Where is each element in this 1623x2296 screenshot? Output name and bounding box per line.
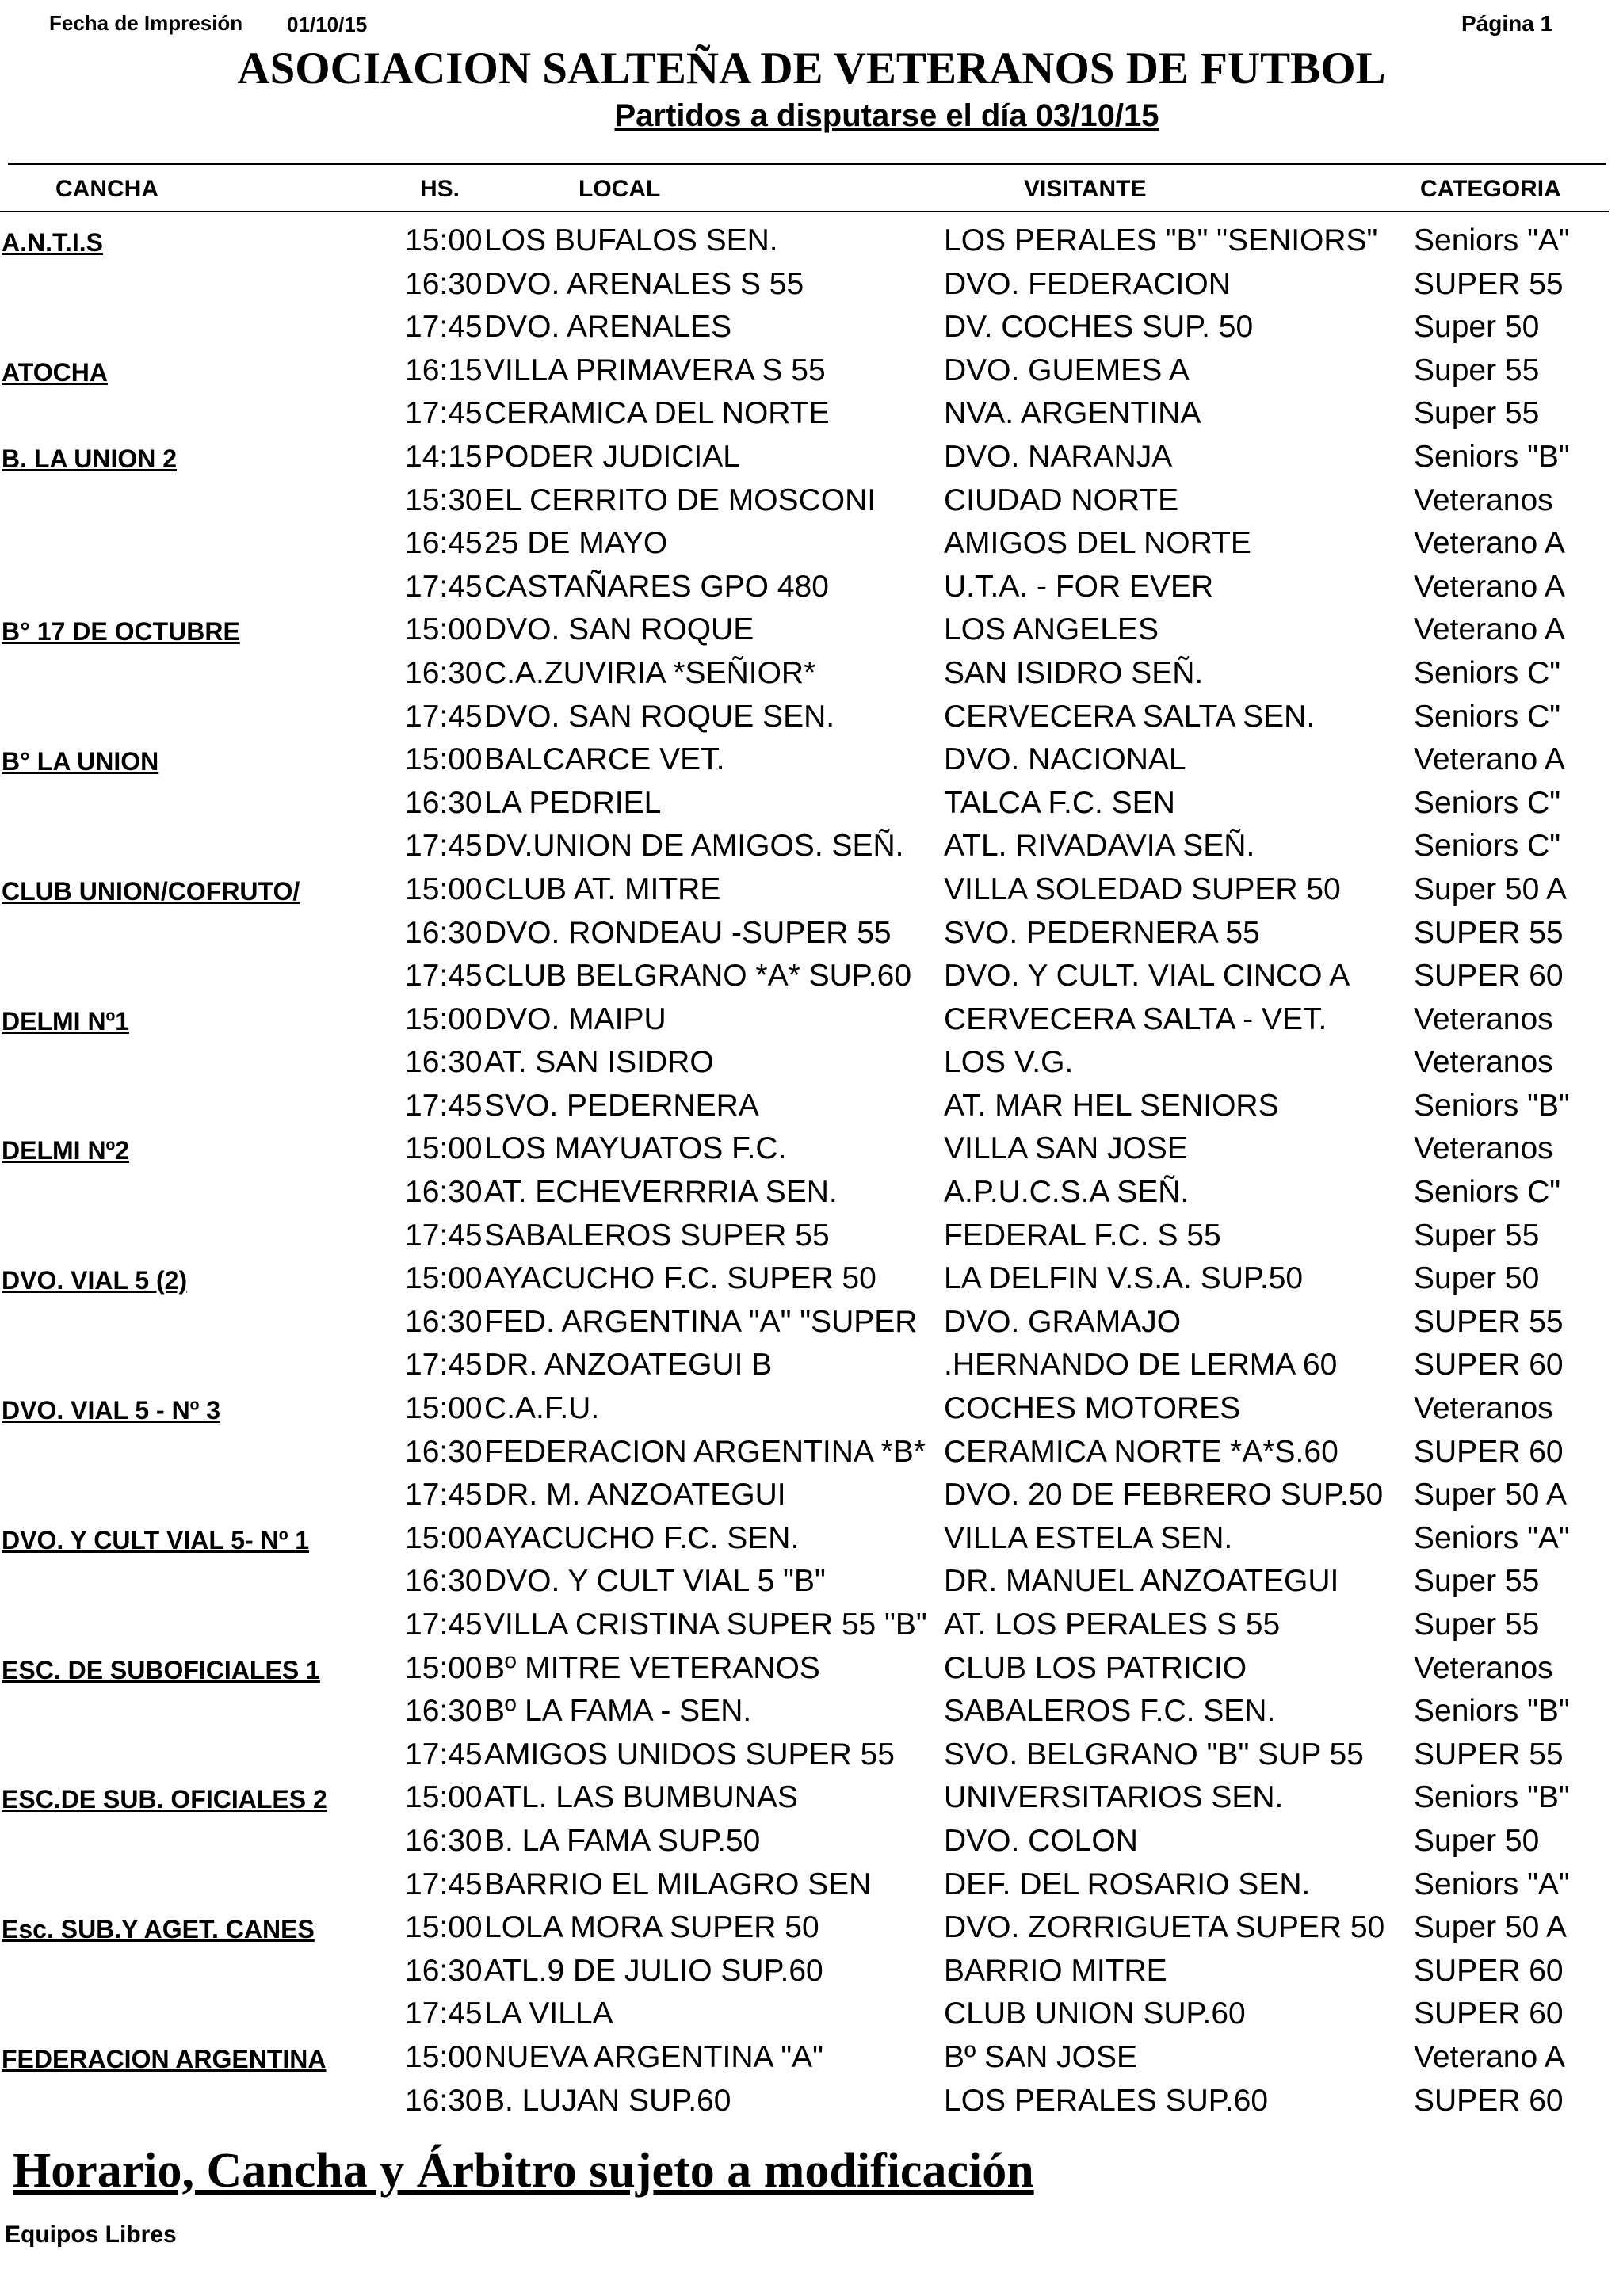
page-subtitle: Partidos a disputarse el día 03/10/15 xyxy=(614,98,1159,133)
match-category: Veterano A xyxy=(1414,2039,1565,2074)
match-time: 16:30 xyxy=(405,1175,483,1210)
away-team: CERAMICA NORTE *A*S.60 xyxy=(944,1434,1338,1469)
home-team: SVO. PEDERNERA xyxy=(484,1088,759,1123)
table-row xyxy=(0,1089,1623,1132)
match-time: 17:45 xyxy=(405,310,483,345)
match-category: Veterano A xyxy=(1414,612,1565,647)
venue-name: DELMI Nº1 xyxy=(2,1006,130,1035)
home-team: LA VILLA xyxy=(484,1997,613,2031)
away-team: DVO. GRAMAJO xyxy=(944,1304,1182,1339)
match-category: Veterano A xyxy=(1414,569,1565,604)
match-category: Seniors C" xyxy=(1414,655,1561,690)
match-category: Super 55 xyxy=(1414,1218,1540,1253)
match-time: 16:45 xyxy=(405,526,483,561)
away-team: VILLA SOLEDAD SUPER 50 xyxy=(944,871,1341,906)
match-time: 17:45 xyxy=(405,1997,483,2031)
match-time: 15:00 xyxy=(405,1391,483,1426)
match-category: SUPER 60 xyxy=(1414,959,1564,994)
match-time: 15:00 xyxy=(405,1910,483,1945)
away-team: CERVECERA SALTA SEN. xyxy=(944,699,1316,734)
venue-name: B° 17 DE OCTUBRE xyxy=(2,617,240,646)
match-category: Super 55 xyxy=(1414,1564,1540,1599)
match-time: 17:45 xyxy=(405,1737,483,1772)
home-team: FEDERACION ARGENTINA *B* xyxy=(484,1434,926,1469)
table-row xyxy=(0,1521,1623,1565)
home-team: DR. ANZOATEGUI B xyxy=(484,1348,773,1383)
match-category: SUPER 55 xyxy=(1414,915,1564,950)
match-category: Seniors "B" xyxy=(1414,1780,1570,1815)
table-row xyxy=(0,1175,1623,1219)
match-time: 17:45 xyxy=(405,1867,483,1901)
match-category: Seniors "A" xyxy=(1414,1867,1570,1901)
match-category: SUPER 60 xyxy=(1414,1434,1564,1469)
match-category: Super 55 xyxy=(1414,353,1540,387)
venue-name: B. LA UNION 2 xyxy=(2,444,178,473)
header-rule-bottom xyxy=(0,211,1609,212)
table-row xyxy=(0,1954,1623,1997)
home-team: PODER JUDICIAL xyxy=(484,439,740,474)
home-team: SABALEROS SUPER 55 xyxy=(484,1218,830,1253)
match-time: 16:30 xyxy=(405,1045,483,1080)
table-row xyxy=(0,916,1623,959)
away-team: DVO. COLON xyxy=(944,1823,1138,1858)
away-team: CLUB LOS PATRICIO xyxy=(944,1650,1247,1685)
home-team: AMIGOS UNIDOS SUPER 55 xyxy=(484,1737,895,1772)
venue-name: CLUB UNION/COFRUTO/ xyxy=(2,876,300,906)
table-row xyxy=(0,1219,1623,1262)
home-team: LA PEDRIEL xyxy=(484,785,662,820)
away-team: SVO. BELGRANO "B" SUP 55 xyxy=(944,1737,1364,1772)
home-team: DVO. ARENALES S 55 xyxy=(484,266,804,301)
home-team: LOS MAYUATOS F.C. xyxy=(484,1131,787,1166)
home-team: DVO. SAN ROQUE xyxy=(484,612,754,647)
table-row xyxy=(0,1564,1623,1608)
schedule-notice: Horario, Cancha y Árbitro sujeto a modificación xyxy=(13,2144,1034,2198)
table-row xyxy=(0,1651,1623,1695)
match-category: SUPER 60 xyxy=(1414,2083,1564,2118)
home-team: BARRIO EL MILAGRO SEN xyxy=(484,1867,872,1901)
match-time: 16:30 xyxy=(405,1564,483,1599)
away-team: VILLA ESTELA SEN. xyxy=(944,1520,1233,1555)
away-team: DVO. FEDERACION xyxy=(944,266,1231,301)
away-team: BARRIO MITRE xyxy=(944,1953,1167,1988)
home-team: DVO. RONDEAU -SUPER 55 xyxy=(484,915,892,950)
away-team: DV. COCHES SUP. 50 xyxy=(944,310,1254,345)
home-team: Bº MITRE VETERANOS xyxy=(484,1650,820,1685)
column-header-hs: HS. xyxy=(420,176,460,202)
match-category: Super 50 A xyxy=(1414,871,1567,906)
away-team: TALCA F.C. SEN xyxy=(944,785,1175,820)
match-category: Veterano A xyxy=(1414,526,1565,561)
match-time: 16:30 xyxy=(405,785,483,820)
home-team: DV.UNION DE AMIGOS. SEÑ. xyxy=(484,829,904,864)
venue-name: ESC. DE SUBOFICIALES 1 xyxy=(2,1655,320,1684)
home-team: LOS BUFALOS SEN. xyxy=(484,223,778,257)
home-team: CLUB BELGRANO *A* SUP.60 xyxy=(484,959,912,994)
match-time: 17:45 xyxy=(405,1478,483,1512)
match-time: 15:00 xyxy=(405,1131,483,1166)
match-category: SUPER 60 xyxy=(1414,1953,1564,1988)
match-category: Veteranos xyxy=(1414,1001,1553,1036)
match-category: SUPER 55 xyxy=(1414,1737,1564,1772)
match-time: 17:45 xyxy=(405,959,483,994)
home-team: ATL. LAS BUMBUNAS xyxy=(484,1780,798,1815)
home-team: DVO. MAIPU xyxy=(484,1001,666,1036)
match-category: Veterano A xyxy=(1414,742,1565,777)
match-time: 15:00 xyxy=(405,1520,483,1555)
match-time: 15:00 xyxy=(405,1780,483,1815)
away-team: AMIGOS DEL NORTE xyxy=(944,526,1251,561)
print-date-label: Fecha de Impresión xyxy=(49,11,243,35)
match-time: 16:30 xyxy=(405,2083,483,2118)
away-team: COCHES MOTORES xyxy=(944,1391,1241,1426)
table-row xyxy=(0,1780,1623,1824)
home-team: DVO. Y CULT VIAL 5 "B" xyxy=(484,1564,826,1599)
venue-name: B° LA UNION xyxy=(2,747,159,776)
table-row xyxy=(0,570,1623,613)
match-category: Seniors C" xyxy=(1414,1175,1561,1210)
match-time: 14:15 xyxy=(405,439,483,474)
table-row xyxy=(0,1348,1623,1391)
venue-name: FEDERACION ARGENTINA xyxy=(2,2044,327,2073)
away-team: DVO. 20 DE FEBRERO SUP.50 xyxy=(944,1478,1384,1512)
table-row xyxy=(0,396,1623,440)
home-team: CERAMICA DEL NORTE xyxy=(484,396,830,431)
away-team: CERVECERA SALTA - VET. xyxy=(944,1001,1327,1036)
away-team: DVO. Y CULT. VIAL CINCO A xyxy=(944,959,1350,994)
venue-name: DVO. VIAL 5 - Nº 3 xyxy=(2,1396,221,1425)
table-row xyxy=(0,1131,1623,1175)
match-category: Super 50 A xyxy=(1414,1910,1567,1945)
match-time: 17:45 xyxy=(405,396,483,431)
venue-name: Esc. SUB.Y AGET. CANES xyxy=(2,1915,315,1944)
match-category: Seniors "B" xyxy=(1414,439,1570,474)
match-category: Super 55 xyxy=(1414,396,1540,431)
table-row xyxy=(0,1045,1623,1089)
home-team: AT. ECHEVERRRIA SEN. xyxy=(484,1175,838,1210)
match-time: 16:30 xyxy=(405,1694,483,1729)
match-category: Veteranos xyxy=(1414,1650,1553,1685)
column-header-cancha: CANCHA xyxy=(55,176,158,202)
match-category: Super 50 xyxy=(1414,1261,1540,1296)
match-category: Veteranos xyxy=(1414,1391,1553,1426)
table-row xyxy=(0,1694,1623,1737)
column-header-categoria: CATEGORIA xyxy=(1420,176,1561,202)
table-row xyxy=(0,2084,1623,2127)
match-time: 16:30 xyxy=(405,1434,483,1469)
away-team: LOS V.G. xyxy=(944,1045,1074,1080)
column-header-visitante: VISITANTE xyxy=(1024,176,1147,202)
match-category: Super 50 A xyxy=(1414,1478,1567,1512)
match-category: Seniors C" xyxy=(1414,829,1561,864)
home-team: AYACUCHO F.C. SEN. xyxy=(484,1520,800,1555)
venue-name: DVO. VIAL 5 (2) xyxy=(2,1266,188,1295)
away-team: AT. MAR HEL SENIORS xyxy=(944,1088,1279,1123)
venue-name: A.N.T.I.S xyxy=(2,228,104,257)
away-team: SABALEROS F.C. SEN. xyxy=(944,1694,1276,1729)
home-team: Bº LA FAMA - SEN. xyxy=(484,1694,752,1729)
away-team: FEDERAL F.C. S 55 xyxy=(944,1218,1221,1253)
match-category: Seniors "A" xyxy=(1414,223,1570,257)
away-team: DEF. DEL ROSARIO SEN. xyxy=(944,1867,1311,1901)
page-title: ASOCIACION SALTEÑA DE VETERANOS DE FUTBOL xyxy=(237,44,1386,93)
match-time: 15:30 xyxy=(405,482,483,517)
page-number: Página 1 xyxy=(1461,11,1553,36)
table-row xyxy=(0,1261,1623,1305)
table-row xyxy=(0,440,1623,483)
match-category: Seniors "A" xyxy=(1414,1520,1570,1555)
home-team: DVO. ARENALES xyxy=(484,310,732,345)
home-team: VILLA PRIMAVERA S 55 xyxy=(484,353,826,387)
match-category: Veteranos xyxy=(1414,1045,1553,1080)
venue-name: ESC.DE SUB. OFICIALES 2 xyxy=(2,1785,327,1814)
away-team: UNIVERSITARIOS SEN. xyxy=(944,1780,1284,1815)
match-time: 17:45 xyxy=(405,1608,483,1642)
venue-name: ATOCHA xyxy=(2,357,108,387)
away-team: LOS PERALES "B" "SENIORS" xyxy=(944,223,1378,257)
away-team: SAN ISIDRO SEÑ. xyxy=(944,655,1204,690)
match-time: 16:30 xyxy=(405,1953,483,1988)
match-time: 16:30 xyxy=(405,915,483,950)
home-team: LOLA MORA SUPER 50 xyxy=(484,1910,819,1945)
table-row xyxy=(0,742,1623,786)
match-category: Super 50 xyxy=(1414,1823,1540,1858)
home-team: FED. ARGENTINA "A" "SUPER xyxy=(484,1304,918,1339)
table-row xyxy=(0,1997,1623,2040)
table-row xyxy=(0,1824,1623,1867)
table-row xyxy=(0,612,1623,656)
match-time: 15:00 xyxy=(405,1650,483,1685)
column-header-local: LOCAL xyxy=(579,176,661,202)
match-category: Super 55 xyxy=(1414,1608,1540,1642)
match-time: 16:15 xyxy=(405,353,483,387)
match-category: SUPER 60 xyxy=(1414,1997,1564,2031)
match-time: 16:30 xyxy=(405,1304,483,1339)
home-team: BALCARCE VET. xyxy=(484,742,725,777)
table-row xyxy=(0,1002,1623,1046)
match-time: 15:00 xyxy=(405,871,483,906)
away-team: LOS PERALES SUP.60 xyxy=(944,2083,1269,2118)
away-team: DVO. NARANJA xyxy=(944,439,1173,474)
match-category: SUPER 55 xyxy=(1414,266,1564,301)
free-teams-label: Equipos Libres xyxy=(5,2222,177,2248)
away-team: U.T.A. - FOR EVER xyxy=(944,569,1214,604)
home-team: AT. SAN ISIDRO xyxy=(484,1045,714,1080)
match-time: 17:45 xyxy=(405,569,483,604)
table-row xyxy=(0,353,1623,397)
table-row xyxy=(0,1910,1623,1954)
match-time: 15:00 xyxy=(405,742,483,777)
table-row xyxy=(0,483,1623,527)
away-team: AT. LOS PERALES S 55 xyxy=(944,1608,1281,1642)
match-time: 16:30 xyxy=(405,266,483,301)
home-team: CLUB AT. MITRE xyxy=(484,871,721,906)
table-row xyxy=(0,223,1623,267)
table-row xyxy=(0,2040,1623,2084)
print-date: 01/10/15 xyxy=(287,13,368,36)
home-team: AYACUCHO F.C. SUPER 50 xyxy=(484,1261,876,1296)
away-team: DVO. GUEMES A xyxy=(944,353,1190,387)
match-time: 17:45 xyxy=(405,1348,483,1383)
away-team: NVA. ARGENTINA xyxy=(944,396,1201,431)
away-team: CLUB UNION SUP.60 xyxy=(944,1997,1246,2031)
home-team: C.A.F.U. xyxy=(484,1391,600,1426)
match-time: 16:30 xyxy=(405,655,483,690)
match-time: 17:45 xyxy=(405,1218,483,1253)
away-team: A.P.U.C.S.A SEÑ. xyxy=(944,1175,1190,1210)
match-time: 15:00 xyxy=(405,612,483,647)
match-category: Veteranos xyxy=(1414,482,1553,517)
table-row xyxy=(0,310,1623,353)
table-row xyxy=(0,656,1623,700)
away-team: DVO. ZORRIGUETA SUPER 50 xyxy=(944,1910,1385,1945)
table-row xyxy=(0,700,1623,743)
match-time: 16:30 xyxy=(405,1823,483,1858)
match-time: 15:00 xyxy=(405,1001,483,1036)
table-row xyxy=(0,526,1623,570)
home-team: ATL.9 DE JULIO SUP.60 xyxy=(484,1953,823,1988)
match-time: 15:00 xyxy=(405,1261,483,1296)
venue-name: DVO. Y CULT VIAL 5- Nº 1 xyxy=(2,1525,310,1554)
away-team: .HERNANDO DE LERMA 60 xyxy=(944,1348,1338,1383)
match-category: Seniors C" xyxy=(1414,785,1561,820)
away-team: LA DELFIN V.S.A. SUP.50 xyxy=(944,1261,1304,1296)
match-time: 17:45 xyxy=(405,829,483,864)
table-row xyxy=(0,1608,1623,1651)
table-row xyxy=(0,1478,1623,1521)
match-category: Seniors C" xyxy=(1414,699,1561,734)
table-row xyxy=(0,267,1623,311)
match-category: Super 50 xyxy=(1414,310,1540,345)
table-row xyxy=(0,829,1623,872)
match-category: Seniors "B" xyxy=(1414,1694,1570,1729)
home-team: EL CERRITO DE MOSCONI xyxy=(484,482,876,517)
match-time: 17:45 xyxy=(405,1088,483,1123)
table-row xyxy=(0,872,1623,916)
away-team: VILLA SAN JOSE xyxy=(944,1131,1188,1166)
table-row xyxy=(0,1435,1623,1478)
venue-name: DELMI Nº2 xyxy=(2,1136,130,1165)
away-team: DR. MANUEL ANZOATEGUI xyxy=(944,1564,1339,1599)
table-row xyxy=(0,1867,1623,1911)
home-team: DR. M. ANZOATEGUI xyxy=(484,1478,786,1512)
match-time: 17:45 xyxy=(405,699,483,734)
match-category: Seniors "B" xyxy=(1414,1088,1570,1123)
table-row xyxy=(0,1737,1623,1781)
home-team: B. LA FAMA SUP.50 xyxy=(484,1823,761,1858)
header-rule-top xyxy=(8,163,1606,165)
table-row xyxy=(0,1391,1623,1435)
away-team: SVO. PEDERNERA 55 xyxy=(944,915,1260,950)
matches-table xyxy=(0,223,1623,2126)
match-category: SUPER 55 xyxy=(1414,1304,1564,1339)
away-team: CIUDAD NORTE xyxy=(944,482,1179,517)
home-team: CASTAÑARES GPO 480 xyxy=(484,569,829,604)
table-row xyxy=(0,1305,1623,1348)
home-team: NUEVA ARGENTINA "A" xyxy=(484,2039,823,2074)
home-team: VILLA CRISTINA SUPER 55 "B" xyxy=(484,1608,927,1642)
match-time: 15:00 xyxy=(405,2039,483,2074)
match-time: 15:00 xyxy=(405,223,483,257)
away-team: LOS ANGELES xyxy=(944,612,1159,647)
home-team: B. LUJAN SUP.60 xyxy=(484,2083,731,2118)
away-team: Bº SAN JOSE xyxy=(944,2039,1137,2074)
match-category: Veteranos xyxy=(1414,1131,1553,1166)
away-team: ATL. RIVADAVIA SEÑ. xyxy=(944,829,1255,864)
home-team: C.A.ZUVIRIA *SEÑIOR* xyxy=(484,655,816,690)
table-row xyxy=(0,786,1623,830)
home-team: DVO. SAN ROQUE SEN. xyxy=(484,699,835,734)
match-category: SUPER 60 xyxy=(1414,1348,1564,1383)
home-team: 25 DE MAYO xyxy=(484,526,668,561)
away-team: DVO. NACIONAL xyxy=(944,742,1186,777)
table-row xyxy=(0,959,1623,1002)
